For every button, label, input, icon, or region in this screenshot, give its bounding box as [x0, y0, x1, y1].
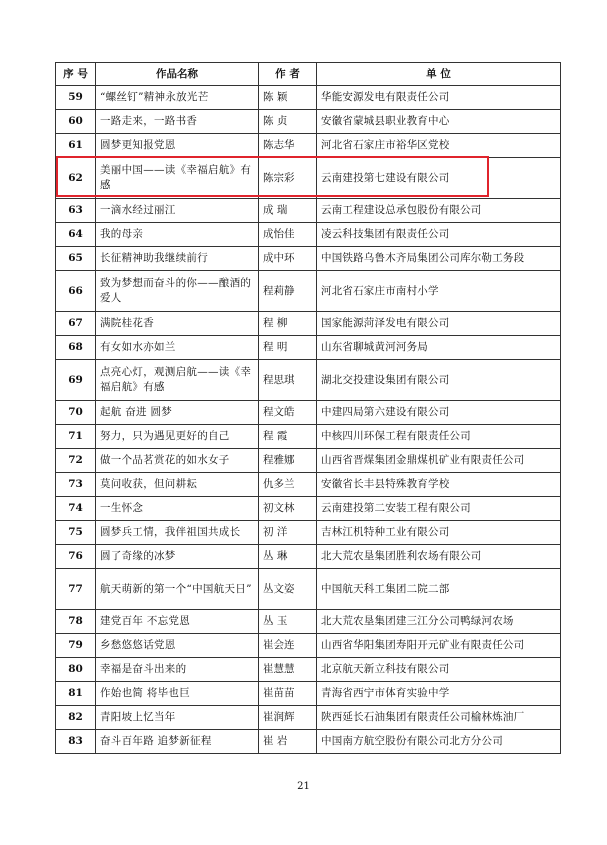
row-title: 致为梦想而奋斗的你——酿酒的爱人: [96, 271, 259, 312]
row-author: 崔慧慧: [259, 658, 317, 682]
row-title: 长征精神助我继续前行: [96, 247, 259, 271]
row-title: 做一个品茗赏花的如水女子: [96, 449, 259, 473]
row-title: 奋斗百年路 追梦新征程: [96, 730, 259, 754]
row-number: 65: [56, 247, 96, 271]
row-title: 一生怀念: [96, 497, 259, 521]
row-author: 崔 岩: [259, 730, 317, 754]
row-unit: 中建四局第六建设有限公司: [317, 401, 561, 425]
table-row: [56, 223, 561, 247]
table-row: [56, 158, 561, 199]
row-unit: 安徽省蒙城县职业教育中心: [317, 110, 561, 134]
table-row: [56, 497, 561, 521]
row-title: 幸福是奋斗出来的: [96, 658, 259, 682]
row-number: 69: [56, 360, 96, 401]
awards-table: [55, 62, 561, 754]
table-row: [56, 134, 561, 158]
row-number: 74: [56, 497, 96, 521]
row-number: 70: [56, 401, 96, 425]
row-title: 青阳坡上忆当年: [96, 706, 259, 730]
row-author: 程 明: [259, 336, 317, 360]
header-title: 作品名称: [96, 63, 259, 86]
table-row: [56, 199, 561, 223]
row-unit: 北大荒农垦集团胜利农场有限公司: [317, 545, 561, 569]
row-unit: 山西省华阳集团寿阳开元矿业有限责任公司: [317, 634, 561, 658]
header-author: 作 者: [259, 63, 317, 86]
row-number: 66: [56, 271, 96, 312]
table-row: [56, 360, 561, 401]
row-author: 程雅娜: [259, 449, 317, 473]
row-unit: 陕西延长石油集团有限责任公司榆林炼油厂: [317, 706, 561, 730]
row-unit: 凌云科技集团有限责任公司: [317, 223, 561, 247]
row-title: 一滴水经过丽江: [96, 199, 259, 223]
row-number: 75: [56, 521, 96, 545]
table-row: [56, 247, 561, 271]
row-author: 丛 琳: [259, 545, 317, 569]
row-author: 程 霞: [259, 425, 317, 449]
row-title: 航天萌新的第一个“中国航天日”: [96, 569, 259, 610]
row-number: 63: [56, 199, 96, 223]
row-author: 初 洋: [259, 521, 317, 545]
row-author: 成中环: [259, 247, 317, 271]
row-author: 程思琪: [259, 360, 317, 401]
table-row: [56, 86, 561, 110]
row-number: 78: [56, 610, 96, 634]
page-number: 21: [297, 781, 310, 792]
row-author: 丛文姿: [259, 569, 317, 610]
row-number: 83: [56, 730, 96, 754]
row-title: 努力，只为遇见更好的自己: [96, 425, 259, 449]
table-row: [56, 521, 561, 545]
row-number: 76: [56, 545, 96, 569]
row-unit: 山东省聊城黄河河务局: [317, 336, 561, 360]
row-unit: 安徽省长丰县特殊教育学校: [317, 473, 561, 497]
row-title: 起航 奋进 圆梦: [96, 401, 259, 425]
table-row: [56, 610, 561, 634]
row-author: 崔苗苗: [259, 682, 317, 706]
row-title: 满院桂花香: [96, 312, 259, 336]
table-row: [56, 449, 561, 473]
row-unit: 山西省晋煤集团金鼎煤机矿业有限责任公司: [317, 449, 561, 473]
table-row: [56, 425, 561, 449]
row-unit: 中国南方航空股份有限公司北方分公司: [317, 730, 561, 754]
row-number: 64: [56, 223, 96, 247]
row-author: 成 瑞: [259, 199, 317, 223]
header-number: 序 号: [56, 63, 96, 86]
row-author: 崔润辉: [259, 706, 317, 730]
row-author: 陈 颖: [259, 86, 317, 110]
row-author: 初文林: [259, 497, 317, 521]
row-title: 乡愁悠悠话党恩: [96, 634, 259, 658]
row-number: 81: [56, 682, 96, 706]
row-number: 60: [56, 110, 96, 134]
row-author: 崔会连: [259, 634, 317, 658]
table-header: [56, 63, 561, 86]
row-author: 程 柳: [259, 312, 317, 336]
row-unit: 青海省西宁市体育实验中学: [317, 682, 561, 706]
row-unit: 中国铁路乌鲁木齐局集团公司库尔勒工务段: [317, 247, 561, 271]
row-title: 有女如水亦如兰: [96, 336, 259, 360]
row-author: 陈志华: [259, 134, 317, 158]
table-row: [56, 271, 561, 312]
table-row: [56, 110, 561, 134]
row-unit: 国家能源菏泽发电有限公司: [317, 312, 561, 336]
table-row: [56, 545, 561, 569]
row-unit: 北大荒农垦集团建三江分公司鸭绿河农场: [317, 610, 561, 634]
row-title: 莫问收获，但问耕耘: [96, 473, 259, 497]
row-unit: 河北省石家庄市裕华区党校: [317, 134, 561, 158]
row-unit: 云南建投第二安装工程有限公司: [317, 497, 561, 521]
row-author: 仇多兰: [259, 473, 317, 497]
row-number: 80: [56, 658, 96, 682]
table-row: [56, 312, 561, 336]
row-title: 作始也简 将毕也巨: [96, 682, 259, 706]
row-unit: 中国航天科工集团二院二部: [317, 569, 561, 610]
table-row: [56, 658, 561, 682]
table-row: [56, 634, 561, 658]
row-title: 建党百年 不忘党恩: [96, 610, 259, 634]
table-body: [56, 86, 561, 754]
row-unit: 河北省石家庄市南村小学: [317, 271, 561, 312]
row-author: 成怡佳: [259, 223, 317, 247]
row-number: 67: [56, 312, 96, 336]
row-unit: 北京航天新立科技有限公司: [317, 658, 561, 682]
row-number: 59: [56, 86, 96, 110]
row-number: 61: [56, 134, 96, 158]
header-row: [56, 63, 561, 86]
row-number: 71: [56, 425, 96, 449]
table-row: [56, 730, 561, 754]
row-number: 79: [56, 634, 96, 658]
row-title: 圆梦更知报党恩: [96, 134, 259, 158]
row-author: 陈 贞: [259, 110, 317, 134]
table-row: [56, 473, 561, 497]
row-number: 73: [56, 473, 96, 497]
table-row: [56, 336, 561, 360]
row-author: 程莉静: [259, 271, 317, 312]
row-title: 一路走来，一路书香: [96, 110, 259, 134]
row-title: 我的母亲: [96, 223, 259, 247]
row-title: “螺丝钉”精神永放光芒: [96, 86, 259, 110]
row-title: 点亮心灯，观测启航——读《幸福启航》有感: [96, 360, 259, 401]
row-unit: 湖北交投建设集团有限公司: [317, 360, 561, 401]
row-title: 美丽中国——读《幸福启航》有感: [96, 158, 259, 199]
row-number: 62: [56, 158, 96, 199]
row-author: 程文皓: [259, 401, 317, 425]
row-title: 圆了奇缘的冰梦: [96, 545, 259, 569]
row-number: 77: [56, 569, 96, 610]
row-number: 72: [56, 449, 96, 473]
row-number: 68: [56, 336, 96, 360]
table-row: [56, 706, 561, 730]
row-title: 圆梦兵工情，我伴祖国共成长: [96, 521, 259, 545]
row-unit: 云南建投第七建设有限公司: [317, 158, 561, 199]
row-unit: 中核四川环保工程有限责任公司: [317, 425, 561, 449]
table-row: [56, 401, 561, 425]
row-author: 丛 玉: [259, 610, 317, 634]
row-author: 陈宗彩: [259, 158, 317, 199]
row-unit: 华能安源发电有限责任公司: [317, 86, 561, 110]
row-unit: 云南工程建设总承包股份有限公司: [317, 199, 561, 223]
header-unit: 单 位: [317, 63, 561, 86]
table-row: [56, 682, 561, 706]
table-row: [56, 569, 561, 610]
row-number: 82: [56, 706, 96, 730]
row-unit: 吉林江机特种工业有限公司: [317, 521, 561, 545]
